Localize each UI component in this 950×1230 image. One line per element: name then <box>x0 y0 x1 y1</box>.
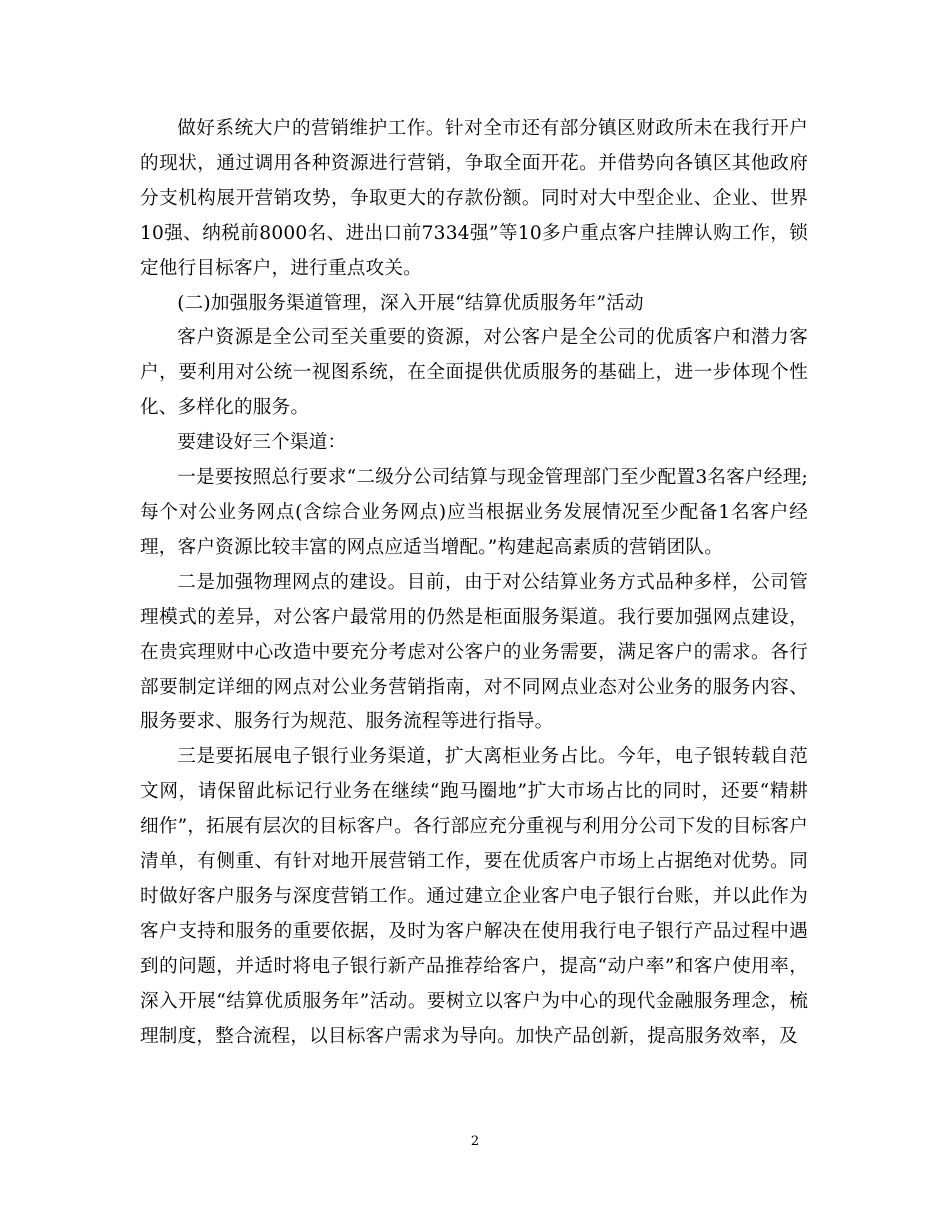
page-number: 2 <box>470 1134 480 1149</box>
paragraph-4: 一是要按照总行要求“二级分公司结算与现金管理部门至少配置3名客户经理;每个对公业务网点(含综合业务网点)应当根据业务发展情况至少配备1名客户经理，客户资源比较丰富的网点应适当增配。”构建起高素质的营销团队。 <box>140 467 808 558</box>
paragraph-6: 三是要拓展电子银行业务渠道，扩大离柜业务占比。今年，电子银转载自范文网，请保留此标记行业务在继续“跑马圈地”扩大市场占比的同时，还要“精耕细作”，拓展有层次的目标客户。各行部应充分重视与利用分公司下发的目标客户清单，有侧重、有针对地开展营销工作，要在优质客户市场上占据绝对优势。同时做好客户服务与深度营销工作。通过建立企业客户电子银行台账，并以此作为客户支持和服务的重要依据，及时为客户解决在使用我行电子银行产品过程中遇到的问题，并适时将电子银行新产品推荐给客户，提高“动户率”和客户使用率，深入开展“结算优质服务年”活动。要树立以客户为中心的现代金融服务理念，梳理制度，整合流程，以目标客户需求为导向。加快产品创新，提高服务效率，及 <box>140 746 808 1047</box>
paragraph-3: 要建设好三个渠道： <box>177 432 347 454</box>
paragraph-5: 二是加强物理网点的建设。目前，由于对公结算业务方式品种多样，公司管理模式的差异，对公客户最常用的仍然是柜面服务渠道。我行要加强网点建设，在贵宾理财中心改造中要充分考虑对公客户的业务需要，满足客户的需求。各行部要制定详细的网点对公业务营销指南，对不同网点业态对公业务的服务内容、服务要求、服务行为规范、服务流程等进行指导。 <box>140 571 808 733</box>
document-body <box>140 112 808 1054</box>
paragraph-1: 做好系统大户的营销维护工作。针对全市还有部分镇区财政所未在我行开户的现状，通过调用各种资源进行营销，争取全面开花。并借势向各镇区其他政府分支机构展开营销攻势，争取更大的存款份额。同时对大中型企业、企业、世界10强、纳税前8000名、进出口前7334强”等10多户重点客户挂牌认购工作，锁定他行目标客户，进行重点攻关。 <box>140 118 808 279</box>
section-heading: (二)加强服务渠道管理，深入开展“结算优质服务年”活动 <box>177 292 644 314</box>
paragraph-2: 客户资源是全公司至关重要的资源，对公客户是全公司的优质客户和潜力客户，要利用对公统一视图系统，在全面提供优质服务的基础上，进一步体现个性化、多样化的服务。 <box>140 327 808 419</box>
